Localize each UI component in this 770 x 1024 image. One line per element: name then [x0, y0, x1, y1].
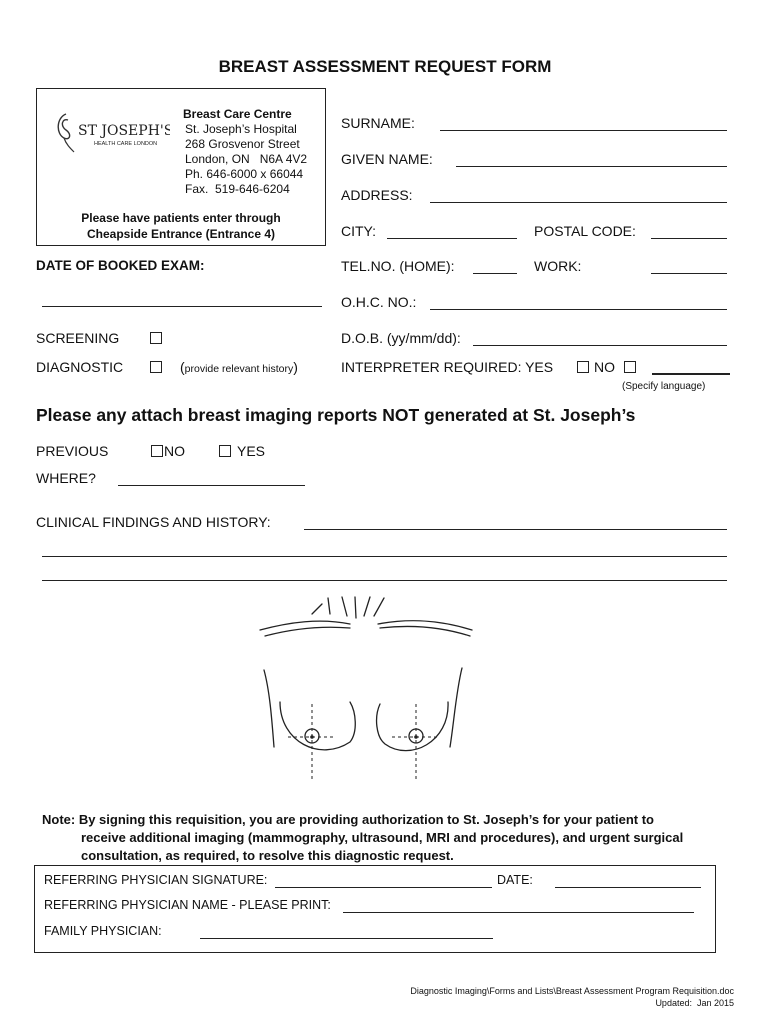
where-input[interactable] [118, 485, 305, 486]
tel-home-label: TEL.NO. (HOME): [341, 258, 455, 274]
clinical-findings-line-1[interactable] [304, 529, 727, 530]
tel-home-input[interactable] [473, 273, 517, 274]
provide-history-note: (provide relevant history) [180, 359, 298, 375]
authorization-note-line-2: receive additional imaging (mammography, ultrasound, MRI and procedures), and urgent surgical [81, 830, 684, 845]
surname-input[interactable] [440, 130, 727, 131]
clinical-findings-line-2[interactable] [42, 556, 727, 557]
booked-exam-date-input[interactable] [42, 306, 322, 307]
where-label: WHERE? [36, 470, 96, 486]
authorization-note-line-1: Note: By signing this requisition, you are providing authorization to St. Joseph’s for your patient to [42, 812, 654, 827]
postal-code-input[interactable] [651, 238, 727, 239]
given-name-input[interactable] [456, 166, 727, 167]
previous-yes-label: YES [237, 443, 266, 459]
family-physician-label: FAMILY PHYSICIAN: [44, 924, 162, 938]
signature-date-input[interactable] [555, 887, 701, 888]
previous-no-label: NO [164, 443, 185, 459]
clinic-street: 268 Grosvenor Street [185, 137, 300, 151]
work-input[interactable] [651, 273, 727, 274]
ohc-label: O.H.C. NO.: [341, 294, 417, 310]
given-name-label: GIVEN NAME: [341, 151, 433, 167]
footer-path: Diagnostic Imaging\Forms and Lists\Breast Assessment Program Requisition.doc [410, 986, 734, 996]
specify-language-note: (Specify language) [622, 381, 706, 392]
logo-text: ST JOSEPH'S [78, 123, 170, 139]
entrance-note-2: Cheapside Entrance (Entrance 4) [86, 227, 276, 241]
interpreter-no-checkbox[interactable] [624, 361, 636, 373]
address-label: ADDRESS: [341, 187, 413, 203]
dob-label: D.O.B. (yy/mm/dd): [341, 330, 461, 346]
clinic-phone: Ph. 646-6000 x 66044 [185, 167, 304, 181]
diagnostic-checkbox[interactable] [150, 361, 162, 373]
logo-subtext: HEALTH CARE LONDON [94, 141, 158, 147]
previous-no-checkbox[interactable] [151, 445, 163, 457]
dob-input[interactable] [473, 345, 727, 346]
provide-history-text: provide relevant history [184, 363, 294, 375]
language-input[interactable] [652, 373, 730, 375]
interpreter-yes-checkbox[interactable] [577, 361, 589, 373]
ohc-input[interactable] [430, 309, 727, 310]
city-label: CITY: [341, 223, 377, 239]
authorization-note-line-3: consultation, as required, to resolve this diagnostic request. [81, 848, 454, 863]
postal-code-label: POSTAL CODE: [534, 223, 636, 239]
attach-reports-heading: Please any attach breast imaging reports NOT generated at St. Joseph’s [36, 405, 636, 425]
clinic-name: Breast Care Centre [183, 107, 292, 121]
clinic-hospital: St. Joseph’s Hospital [185, 122, 297, 136]
referring-name-label: REFERRING PHYSICIAN NAME - PLEASE PRINT: [44, 898, 331, 912]
screening-checkbox[interactable] [150, 332, 162, 344]
hospital-logo [52, 108, 170, 154]
breast-diagram [250, 592, 480, 792]
previous-yes-checkbox[interactable] [219, 445, 231, 457]
screening-label: SCREENING [36, 330, 120, 346]
interpreter-no-label: NO [594, 359, 615, 375]
surname-label: SURNAME: [341, 115, 415, 131]
address-input[interactable] [430, 202, 727, 203]
family-physician-input[interactable] [200, 938, 493, 939]
diagnostic-label: DIAGNOSTIC [36, 359, 124, 375]
entrance-note-1: Please have patients enter through [81, 211, 281, 225]
previous-label: PREVIOUS [36, 443, 109, 459]
clinic-city: London, ON N6A 4V2 [185, 152, 308, 166]
clinical-findings-line-3[interactable] [42, 580, 727, 581]
clinic-fax: Fax. 519-646-6204 [185, 182, 290, 196]
signature-date-label: DATE: [497, 873, 533, 887]
city-input[interactable] [387, 238, 517, 239]
booked-exam-label: DATE OF BOOKED EXAM: [36, 258, 205, 273]
form-title: BREAST ASSESSMENT REQUEST FORM [218, 57, 552, 76]
interpreter-label: INTERPRETER REQUIRED: YES [341, 359, 554, 375]
work-label: WORK: [534, 258, 582, 274]
clinical-findings-label: CLINICAL FINDINGS AND HISTORY: [36, 514, 271, 530]
referring-name-input[interactable] [343, 912, 694, 913]
referring-signature-input[interactable] [275, 887, 492, 888]
referring-signature-label: REFERRING PHYSICIAN SIGNATURE: [44, 873, 268, 887]
footer-updated: Updated: Jan 2015 [655, 998, 734, 1008]
